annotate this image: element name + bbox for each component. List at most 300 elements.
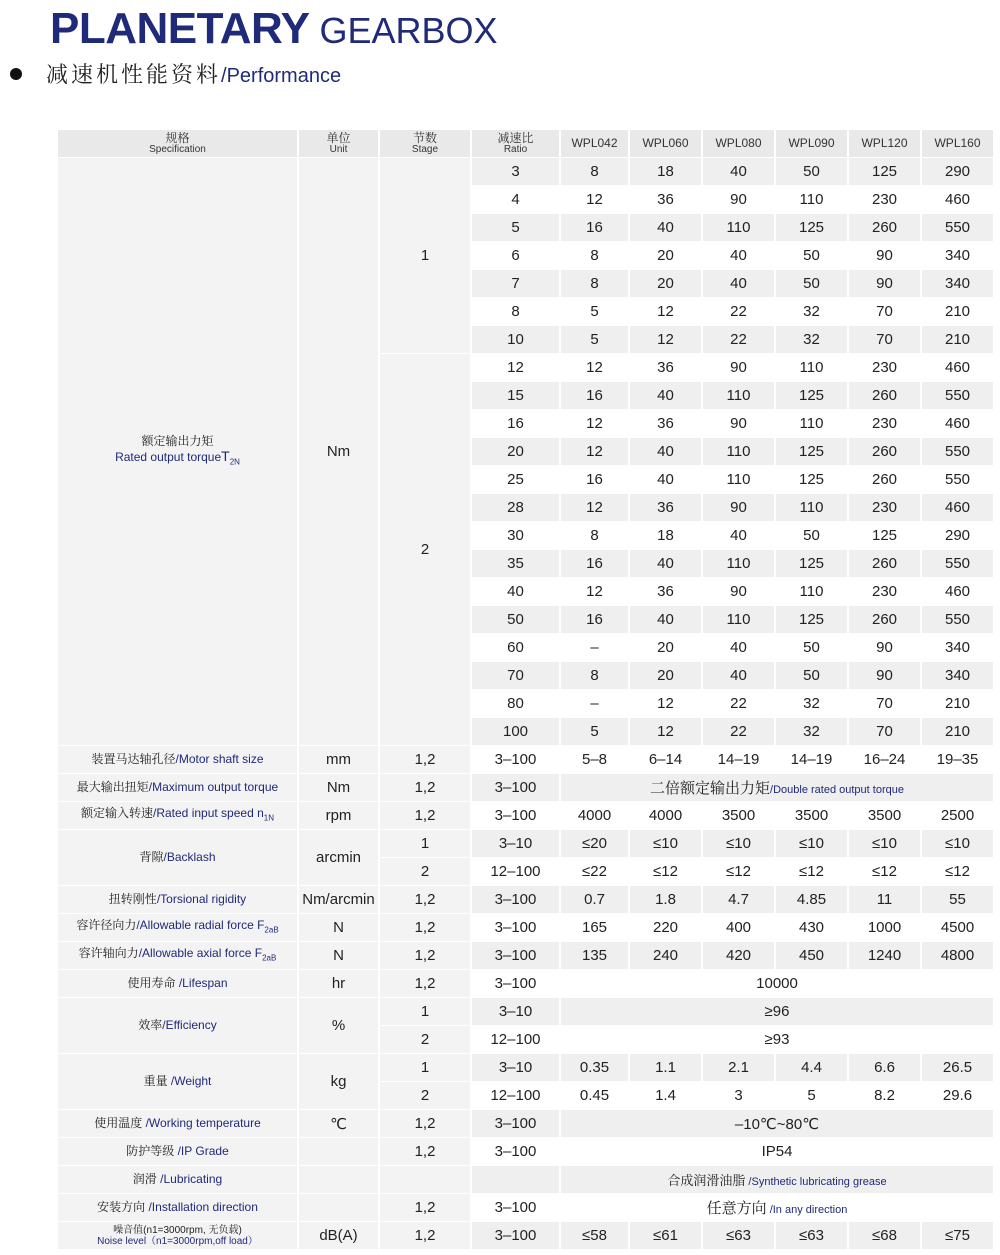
value-cell: 420 xyxy=(703,942,774,969)
merged-value: ≥93 xyxy=(561,1026,993,1053)
value-cn: 二倍额定输出力矩 xyxy=(650,780,771,797)
stage-cell: 1 xyxy=(380,998,470,1025)
value-cell: 460 xyxy=(922,578,993,605)
value-cell: ≤75 xyxy=(922,1222,993,1249)
value-cell: 90 xyxy=(703,354,774,381)
value-cell: 460 xyxy=(922,410,993,437)
ratio-cell: 12–100 xyxy=(472,1082,559,1109)
value-cell: ≤10 xyxy=(849,830,920,857)
spec-label-cn: 效率 xyxy=(138,1018,163,1032)
spec-label-cn: 使用温度 xyxy=(94,1116,143,1130)
value-cell: 18 xyxy=(630,522,701,549)
value-en: /Synthetic lubricating grease xyxy=(745,1176,887,1188)
spec-label xyxy=(58,802,297,829)
value-cell: 110 xyxy=(703,606,774,633)
unit-cell: mm xyxy=(299,746,378,773)
table-row xyxy=(58,1138,993,1165)
torque-stage-2: 2 xyxy=(380,354,470,745)
stage-cell: 1,2 xyxy=(380,1138,470,1165)
spec-label-cn: 重量 xyxy=(143,1074,168,1088)
ratio-cell: 12–100 xyxy=(472,858,559,885)
value-cell: 12 xyxy=(630,298,701,325)
stage-cell: 1,2 xyxy=(380,942,470,969)
value-cell: 70 xyxy=(849,690,920,717)
value-cell: 12 xyxy=(561,410,628,437)
spec-label-cn: 额定输入转速 xyxy=(80,805,153,820)
value-cell: 32 xyxy=(776,298,847,325)
spec-label-en: /Rated input speed xyxy=(153,805,258,820)
ratio-cell: 7 xyxy=(472,270,559,297)
value-cell: 3500 xyxy=(849,802,920,829)
ratio-cell: 6 xyxy=(472,242,559,269)
spec-label xyxy=(58,1110,297,1137)
value-cell: 40 xyxy=(703,242,774,269)
ratio-cell: 70 xyxy=(472,662,559,689)
table-row xyxy=(58,1194,993,1221)
unit-cell: % xyxy=(299,998,378,1053)
spec-label-cn: 防护等级 xyxy=(126,1144,175,1158)
spec-label xyxy=(58,830,297,885)
spec-label-cn: 容许径向力 xyxy=(76,917,137,932)
value-cell: 40 xyxy=(630,606,701,633)
value-cell: 210 xyxy=(922,718,993,745)
value-cell: 55 xyxy=(922,886,993,913)
value-cell: 90 xyxy=(849,634,920,661)
spec-label-cn: 使用寿命 xyxy=(127,976,176,990)
value-cell: 20 xyxy=(630,270,701,297)
torque-label-en: Rated output torque xyxy=(115,449,222,464)
unit-cell: Nm/arcmin xyxy=(299,886,378,913)
value-cell: 1.1 xyxy=(630,1054,701,1081)
title-bold: PLANETARY xyxy=(50,4,310,53)
value-cell: 165 xyxy=(561,914,628,941)
merged-value: IP54 xyxy=(561,1138,993,1165)
value-cn: 任意方向 xyxy=(706,1200,767,1217)
value-cell: ≤12 xyxy=(849,858,920,885)
value-cell: 135 xyxy=(561,942,628,969)
torque-label-cn: 额定输出力矩 xyxy=(141,433,214,448)
ratio-cell: 3–100 xyxy=(472,1194,559,1221)
stage-cell: 1 xyxy=(380,830,470,857)
value-cell: 14–19 xyxy=(703,746,774,773)
spec-label-cn: 最大输出扭矩 xyxy=(76,780,149,794)
stage-cell: 1,2 xyxy=(380,1194,470,1221)
performance-table xyxy=(56,129,995,1250)
ratio-cell: 8 xyxy=(472,298,559,325)
spec-label-en: /Allowable axial force xyxy=(138,945,255,960)
value-cell: 125 xyxy=(776,466,847,493)
value-cell: 40 xyxy=(703,270,774,297)
value-cell: 1.8 xyxy=(630,886,701,913)
spec-label xyxy=(58,886,297,913)
spec-label xyxy=(58,774,297,801)
value-en: /In any direction xyxy=(766,1204,848,1216)
spec-label xyxy=(58,942,297,969)
table-row xyxy=(58,1054,993,1081)
value-cell: ≤12 xyxy=(922,858,993,885)
stage-cell: 1,2 xyxy=(380,1222,470,1249)
value-cell: ≤12 xyxy=(703,858,774,885)
title-light: GEARBOX xyxy=(319,10,498,51)
spec-label xyxy=(58,1222,297,1249)
spec-label-en: /Motor shaft size xyxy=(175,752,264,766)
value-cell: 3500 xyxy=(703,802,774,829)
stage-cell: 1 xyxy=(380,1054,470,1081)
value-cell: 12 xyxy=(561,354,628,381)
value-cell: 125 xyxy=(849,522,920,549)
value-cell: 0.45 xyxy=(561,1082,628,1109)
stage-cell: 1,2 xyxy=(380,970,470,997)
spec-label-en: /Working temperature xyxy=(142,1116,261,1130)
torque-label xyxy=(58,158,297,745)
value-cell: 22 xyxy=(703,690,774,717)
spec-label-en: /Installation direction xyxy=(145,1200,258,1214)
value-cell: 8 xyxy=(561,158,628,185)
stage-cell: 1,2 xyxy=(380,774,470,801)
value-cell: 32 xyxy=(776,718,847,745)
header-model: WPL120 xyxy=(849,130,920,157)
value-cell: ≤12 xyxy=(630,858,701,885)
value-cell: 550 xyxy=(922,382,993,409)
value-cell: 4.4 xyxy=(776,1054,847,1081)
value-cell: 8 xyxy=(561,242,628,269)
ratio-cell: 3–100 xyxy=(472,914,559,941)
subtitle-cn: 减速机性能资料 xyxy=(46,62,222,87)
torque-symbol-sub: 2N xyxy=(229,457,240,467)
value-cell: – xyxy=(561,690,628,717)
ratio-cell: 80 xyxy=(472,690,559,717)
spec-label-en: /Lifespan xyxy=(175,976,228,990)
value-cell: 19–35 xyxy=(922,746,993,773)
value-cell: 3500 xyxy=(776,802,847,829)
value-cell: 90 xyxy=(703,494,774,521)
value-cell: 4500 xyxy=(922,914,993,941)
spec-label-cn: 装置马达轴孔径 xyxy=(91,752,176,766)
unit-cell xyxy=(299,1166,378,1193)
value-cell: 550 xyxy=(922,550,993,577)
value-cell: 110 xyxy=(703,438,774,465)
value-cell: ≤10 xyxy=(776,830,847,857)
table-row xyxy=(58,1166,993,1193)
value-cell: 20 xyxy=(630,634,701,661)
ratio-cell: 12 xyxy=(472,354,559,381)
value-cell: 125 xyxy=(776,606,847,633)
value-cell: 40 xyxy=(630,550,701,577)
value-cell: 14–19 xyxy=(776,746,847,773)
value-cell: 1240 xyxy=(849,942,920,969)
unit-cell xyxy=(299,1194,378,1221)
value-cell: 22 xyxy=(703,718,774,745)
unit-cell: hr xyxy=(299,970,378,997)
table-row xyxy=(58,802,993,829)
value-cell: 230 xyxy=(849,186,920,213)
unit-cell: Nm xyxy=(299,774,378,801)
value-cell: 36 xyxy=(630,578,701,605)
value-cell: 550 xyxy=(922,438,993,465)
ratio-cell: 3–100 xyxy=(472,1110,559,1137)
value-cell: 210 xyxy=(922,298,993,325)
spec-label-cn: 扭转刚性 xyxy=(108,892,157,906)
value-cell: 12 xyxy=(630,326,701,353)
value-cell: 5–8 xyxy=(561,746,628,773)
stage-cell: 1,2 xyxy=(380,802,470,829)
value-cell: 110 xyxy=(776,354,847,381)
value-cell: 18 xyxy=(630,158,701,185)
stage-cell: 1,2 xyxy=(380,746,470,773)
value-cell: 4000 xyxy=(561,802,628,829)
value-cell: 5 xyxy=(561,326,628,353)
value-cell: 90 xyxy=(703,578,774,605)
header-ratio: 减速比 Ratio xyxy=(472,130,559,157)
value-cell: 340 xyxy=(922,270,993,297)
unit-cell: rpm xyxy=(299,802,378,829)
value-cell: 12 xyxy=(561,438,628,465)
ratio-cell: 40 xyxy=(472,578,559,605)
value-cell: ≤10 xyxy=(703,830,774,857)
value-cell: 70 xyxy=(849,298,920,325)
value-cell: 90 xyxy=(703,410,774,437)
value-cell: ≤10 xyxy=(630,830,701,857)
table-row xyxy=(58,886,993,913)
table-row xyxy=(58,1222,993,1249)
value-cell: 70 xyxy=(849,326,920,353)
value-cell: 2.1 xyxy=(703,1054,774,1081)
spec-label xyxy=(58,1166,297,1193)
ratio-cell: 3 xyxy=(472,158,559,185)
spec-label-en: /Lubricating xyxy=(156,1172,223,1186)
value-cell: 40 xyxy=(703,634,774,661)
value-cell: 290 xyxy=(922,158,993,185)
torque-stage-1: 1 xyxy=(380,158,470,353)
header-spec: 规格 Specification xyxy=(58,130,297,157)
spec-symbol: F xyxy=(254,945,263,960)
spec-symbol-sub: 2aB xyxy=(264,925,279,935)
value-cell: 50 xyxy=(776,634,847,661)
value-cell: 40 xyxy=(630,382,701,409)
torque-unit: Nm xyxy=(299,158,378,745)
value-cell: 125 xyxy=(776,550,847,577)
unit-cell: kg xyxy=(299,1054,378,1109)
table-row xyxy=(58,942,993,969)
bullet-icon xyxy=(10,68,22,80)
value-cell: 0.7 xyxy=(561,886,628,913)
spec-label-en: /Torsional rigidity xyxy=(156,892,247,906)
value-cell: 260 xyxy=(849,214,920,241)
header-stage: 节数 Stage xyxy=(380,130,470,157)
value-cell: 16 xyxy=(561,606,628,633)
stage-cell: 2 xyxy=(380,858,470,885)
ratio-cell: 3–10 xyxy=(472,830,559,857)
value-cell: 36 xyxy=(630,354,701,381)
value-cell: 40 xyxy=(703,522,774,549)
value-cell: 12 xyxy=(561,186,628,213)
value-cell: ≤10 xyxy=(922,830,993,857)
merged-value: 10000 xyxy=(561,970,993,997)
header-model: WPL060 xyxy=(630,130,701,157)
ratio-cell: 35 xyxy=(472,550,559,577)
value-cell: ≤63 xyxy=(776,1222,847,1249)
table-row xyxy=(58,970,993,997)
spec-label xyxy=(58,1054,297,1109)
value-cell: 460 xyxy=(922,186,993,213)
ratio-cell: 3–100 xyxy=(472,774,559,801)
value-cell: 430 xyxy=(776,914,847,941)
value-cell: 460 xyxy=(922,354,993,381)
value-cell: 1000 xyxy=(849,914,920,941)
value-cell: 20 xyxy=(630,242,701,269)
value-cell: 110 xyxy=(703,466,774,493)
value-cell: ≤58 xyxy=(561,1222,628,1249)
value-cell: 40 xyxy=(703,662,774,689)
ratio-cell: 3–100 xyxy=(472,886,559,913)
value-cell: ≤61 xyxy=(630,1222,701,1249)
ratio-cell: 3–10 xyxy=(472,1054,559,1081)
value-cell: 450 xyxy=(776,942,847,969)
merged-value xyxy=(561,774,993,801)
table-row xyxy=(58,774,993,801)
spec-label-en: /Efficiency xyxy=(162,1018,217,1032)
value-cell: 340 xyxy=(922,634,993,661)
value-cell: 8.2 xyxy=(849,1082,920,1109)
value-cell: 2500 xyxy=(922,802,993,829)
ratio-cell: 30 xyxy=(472,522,559,549)
value-cell: 260 xyxy=(849,550,920,577)
value-cell: 70 xyxy=(849,718,920,745)
ratio-cell: 50 xyxy=(472,606,559,633)
value-cell: 32 xyxy=(776,326,847,353)
value-cell: 22 xyxy=(703,326,774,353)
spec-symbol-sub: 2aB xyxy=(262,953,277,963)
ratio-cell: 3–100 xyxy=(472,746,559,773)
table-row xyxy=(58,1110,993,1137)
value-cell: 125 xyxy=(776,438,847,465)
value-cell: 12 xyxy=(561,494,628,521)
value-cell: 550 xyxy=(922,466,993,493)
stage-cell: 1,2 xyxy=(380,886,470,913)
spec-label-cn: 容许轴向力 xyxy=(78,945,139,960)
value-cell: 8 xyxy=(561,270,628,297)
value-cn: 合成润滑油脂 xyxy=(667,1173,746,1188)
value-cell: 16 xyxy=(561,214,628,241)
ratio-cell: 3–100 xyxy=(472,970,559,997)
value-cell: – xyxy=(561,634,628,661)
value-cell: 90 xyxy=(849,662,920,689)
stage-cell: 1,2 xyxy=(380,914,470,941)
spec-label-cn: 润滑 xyxy=(132,1172,157,1186)
ratio-cell: 3–100 xyxy=(472,1222,559,1249)
ratio-cell: 3–10 xyxy=(472,998,559,1025)
value-cell: 210 xyxy=(922,690,993,717)
ratio-cell: 5 xyxy=(472,214,559,241)
spec-symbol: n xyxy=(257,805,264,820)
value-cell: 12 xyxy=(561,578,628,605)
header-model: WPL090 xyxy=(776,130,847,157)
value-en: /Double rated output torque xyxy=(770,784,904,796)
value-cell: 90 xyxy=(849,270,920,297)
ratio-cell: 3–100 xyxy=(472,802,559,829)
stage-cell: 2 xyxy=(380,1026,470,1053)
value-cell: 3 xyxy=(703,1082,774,1109)
value-cell: 260 xyxy=(849,606,920,633)
value-cell: 90 xyxy=(703,186,774,213)
table-row xyxy=(58,998,993,1025)
value-cell: 460 xyxy=(922,494,993,521)
value-cell: 230 xyxy=(849,578,920,605)
value-cell: 12 xyxy=(630,718,701,745)
value-cell: 8 xyxy=(561,522,628,549)
spec-label xyxy=(58,1138,297,1165)
spec-label-cn: 安装方向 xyxy=(97,1200,146,1214)
value-cell: 125 xyxy=(776,382,847,409)
unit-cell: N xyxy=(299,914,378,941)
value-cell: 240 xyxy=(630,942,701,969)
value-cell: 50 xyxy=(776,158,847,185)
value-cell: 36 xyxy=(630,410,701,437)
value-cell: 550 xyxy=(922,606,993,633)
spec-label-en: /Weight xyxy=(167,1074,212,1088)
torque-symbol: T xyxy=(221,447,230,464)
value-cell: 16–24 xyxy=(849,746,920,773)
spec-symbol: F xyxy=(257,917,265,932)
ratio-cell: 3–100 xyxy=(472,1138,559,1165)
ratio-cell: 10 xyxy=(472,326,559,353)
value-cell: ≤22 xyxy=(561,858,628,885)
merged-value xyxy=(561,1166,993,1193)
value-cell: 260 xyxy=(849,438,920,465)
value-cell: 90 xyxy=(849,242,920,269)
value-cell: 4000 xyxy=(630,802,701,829)
unit-cell xyxy=(299,1138,378,1165)
value-cell: 110 xyxy=(703,382,774,409)
value-cell: 40 xyxy=(630,438,701,465)
value-cell: 110 xyxy=(776,578,847,605)
value-cell: 125 xyxy=(849,158,920,185)
spec-label xyxy=(58,746,297,773)
value-cell: 220 xyxy=(630,914,701,941)
value-cell: 260 xyxy=(849,466,920,493)
value-cell: 230 xyxy=(849,410,920,437)
value-cell: 26.5 xyxy=(922,1054,993,1081)
ratio-cell: 4 xyxy=(472,186,559,213)
page-title xyxy=(50,4,498,53)
value-cell: 4.7 xyxy=(703,886,774,913)
value-cell: 50 xyxy=(776,662,847,689)
unit-cell: arcmin xyxy=(299,830,378,885)
table-row xyxy=(58,746,993,773)
value-cell: 1.4 xyxy=(630,1082,701,1109)
value-cell: 50 xyxy=(776,270,847,297)
spec-symbol-sub: 1N xyxy=(263,813,274,823)
merged-value xyxy=(561,1194,993,1221)
ratio-cell: 20 xyxy=(472,438,559,465)
spec-label xyxy=(58,998,297,1053)
ratio-cell: 100 xyxy=(472,718,559,745)
header-unit: 单位 Unit xyxy=(299,130,378,157)
header-model: WPL160 xyxy=(922,130,993,157)
spec-label-en: /Allowable radial force xyxy=(136,917,258,932)
header-model: WPL042 xyxy=(561,130,628,157)
value-cell: 36 xyxy=(630,494,701,521)
value-cell: 29.6 xyxy=(922,1082,993,1109)
subtitle-en: /Performance xyxy=(221,65,342,87)
table-row xyxy=(58,158,993,185)
value-cell: 210 xyxy=(922,326,993,353)
ratio-cell: 60 xyxy=(472,634,559,661)
value-cell: 110 xyxy=(776,410,847,437)
value-cell: 230 xyxy=(849,494,920,521)
value-cell: ≤20 xyxy=(561,830,628,857)
value-cell: 110 xyxy=(703,550,774,577)
